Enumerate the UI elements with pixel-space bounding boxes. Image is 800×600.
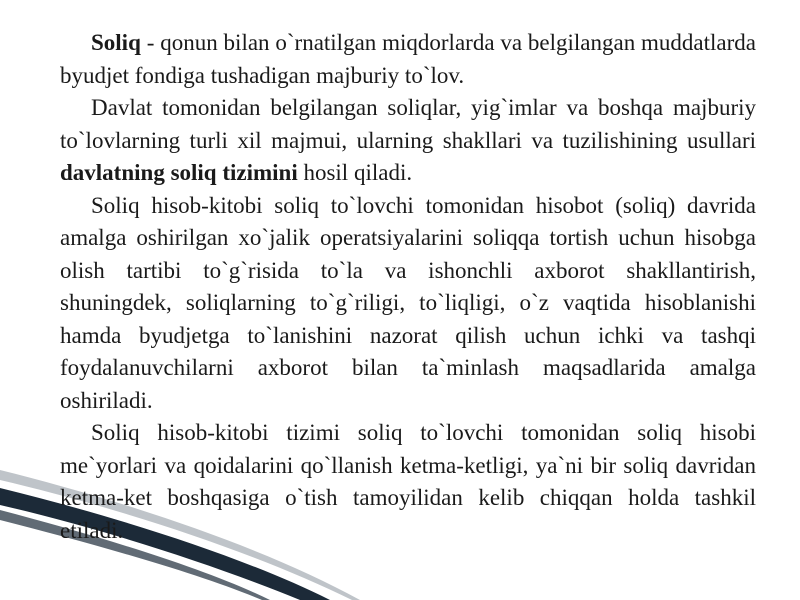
text-body — [60, 27, 756, 547]
paragraph-1-text: - qonun bilan o`rnatilgan miqdorlarda va belgilangan muddatlarda byudjet fondiga tushadigan majburiy to`lov. — [60, 30, 756, 88]
term-soliq: Soliq — [91, 30, 141, 55]
paragraph-2-text-before: Davlat tomonidan belgilangan soliqlar, yig`imlar va boshqa majburiy to`lovlarning turli xil majmui, ularning shakllari va tuzilishining usullari — [60, 95, 756, 153]
paragraph-tax-system — [60, 92, 756, 190]
term-tax-system: davlatning soliq tizimini — [60, 160, 298, 185]
paragraph-tax-definition — [60, 27, 756, 92]
paragraph-tax-accounting: Soliq hisob-kitobi soliq to`lovchi tomonidan hisobot (soliq) davrida amalga oshirilgan xo`jalik operatsiyalarini soliqqa tortish uchun hisobga olish tartibi to`g`risida to`la va ishonchli axborot shakllantirish, shuningdek, soliqlarning to`g`riligi, to`liqligi, o`z vaqtida hisoblanishi hamda byudjetga to`lanishini nazorat qilish uchun ichki va tashqi foydalanuvchilarni axborot bilan ta`minlash maqsadlarida amalga oshiriladi. — [60, 192, 756, 413]
paragraph-2-text-after: hosil qiladi. — [297, 160, 413, 185]
paragraph-tax-accounting-system: Soliq hisob-kitobi tizimi soliq to`lovchi tomonidan soliq hisobi me`yorlari va qoidalarini qo`llanish ketma-ketligi, ya`ni bir soliq davridan ketma-ket boshqasiga o`tish tamoyilidan kelib chiqqan holda tashkil etiladi. — [60, 420, 756, 543]
